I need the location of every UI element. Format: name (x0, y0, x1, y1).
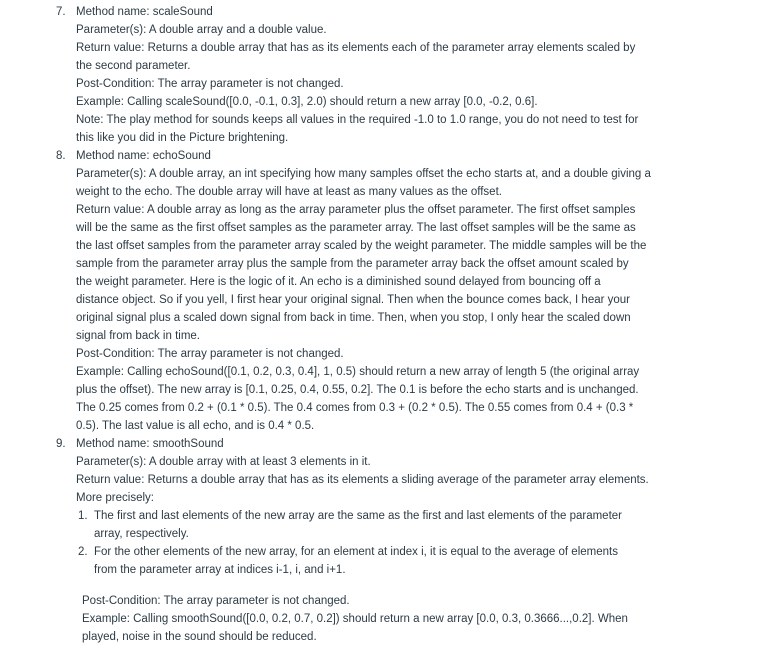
method-name-line: Method name: echoSound (76, 150, 211, 162)
example-line: Example: Calling smoothSound([0.0, 0.2, 0.7, 0.2]) should return a new array [0.0, 0.3, 0.3666...,0.2]. When (82, 613, 628, 625)
return-value-line: distance object. So if you yell, I first hear your original signal. Then when the bounce comes back, I hear your (76, 294, 631, 306)
more-precisely-line: More precisely: (76, 492, 154, 504)
example-line: played, noise in the sound should be reduced. (82, 631, 317, 643)
return-value-line: Return value: A double array as long as the array parameter plus the offset parameter. The first offset samples (76, 204, 636, 216)
parameters-line: Parameter(s): A double array and a double value. (76, 24, 327, 36)
sub-item (76, 543, 670, 579)
post-condition-line: Post-Condition: The array parameter is not changed. (76, 348, 344, 360)
return-value-line: signal from back in time. (76, 330, 200, 342)
return-value-line: the second parameter. (76, 60, 191, 72)
item-number: 8. (56, 150, 66, 162)
example-line: Example: Calling echoSound([0.1, 0.2, 0.3, 0.4], 1, 0.5) should return a new array of length 5 (the original array (76, 366, 640, 378)
sub-item-line: For the other elements of the new array, for an element at index i, it is equal to the average of elements (94, 546, 618, 558)
return-value-line: original signal plus a scaled down signal from back in time. Then, when you stop, I only hear the scaled down (76, 312, 631, 324)
note-line: this like you did in the Picture brightening. (76, 132, 289, 144)
return-value-line: will be the same as the first offset samples as the parameter array. The last offset samples will be the same as (76, 222, 636, 234)
example-line: 0.5). The last value is all echo, and is 0.4 * 0.5. (76, 420, 315, 432)
example-line: The 0.25 comes from 0.2 + (0.1 * 0.5). The 0.4 comes from 0.3 + (0.2 * 0.5). The 0.55 comes from 0.4 + (0.3 * (76, 402, 634, 414)
method-item-echo-sound (0, 147, 670, 435)
return-value-line: the weight parameter. Here is the logic of it. An echo is a diminished sound delayed from bouncing off a (76, 276, 601, 288)
return-value-line: Return value: Returns a double array that has as its elements each of the parameter array elements scaled by (76, 42, 636, 54)
return-value-line: sample from the parameter array plus the sample from the parameter array back the offset amount scaled by (76, 258, 629, 270)
sub-item-line: from the parameter array at indices i-1, i, and i+1. (94, 564, 346, 576)
post-block (76, 592, 670, 646)
sub-item (76, 507, 670, 543)
item-number: 9. (56, 438, 66, 450)
method-item-smooth-sound (0, 435, 670, 646)
note-line: Note: The play method for sounds keeps all values in the required -1.0 to 1.0 range, you do not need to test for (76, 114, 639, 126)
parameters-line: weight to the echo. The double array will have at least as many values as the offset. (76, 186, 502, 198)
sub-item-number: 1. (78, 510, 88, 522)
return-value-line: Return value: Returns a double array that has as its elements a sliding average of the parameter array elements. (76, 474, 649, 486)
sub-item-number: 2. (78, 546, 88, 558)
method-item-scale-sound (0, 3, 670, 147)
example-line: Example: Calling scaleSound([0.0, -0.1, 0.3], 2.0) should return a new array [0.0, -0.2, 0.6]. (76, 96, 538, 108)
method-name-line: Method name: scaleSound (76, 6, 213, 18)
post-condition-line: Post-Condition: The array parameter is not changed. (76, 78, 344, 90)
sub-item-line: The first and last elements of the new array are the same as the first and last elements of the parameter (94, 510, 622, 522)
spacer (76, 579, 670, 592)
post-condition-line: Post-Condition: The array parameter is not changed. (82, 595, 350, 607)
sub-item-line: array, respectively. (94, 528, 189, 540)
method-name-line: Method name: smoothSound (76, 438, 224, 450)
parameters-line: Parameter(s): A double array, an int specifying how many samples offset the echo starts at, and a double giving a (76, 168, 651, 180)
example-line: plus the offset). The new array is [0.1, 0.25, 0.4, 0.55, 0.2]. The 0.1 is before the echo starts and is unchanged. (76, 384, 639, 396)
return-value-line: the last offset samples from the parameter array scaled by the weight parameter. The middle samples will be the (76, 240, 647, 252)
item-number: 7. (56, 6, 66, 18)
parameters-line: Parameter(s): A double array with at least 3 elements in it. (76, 456, 371, 468)
